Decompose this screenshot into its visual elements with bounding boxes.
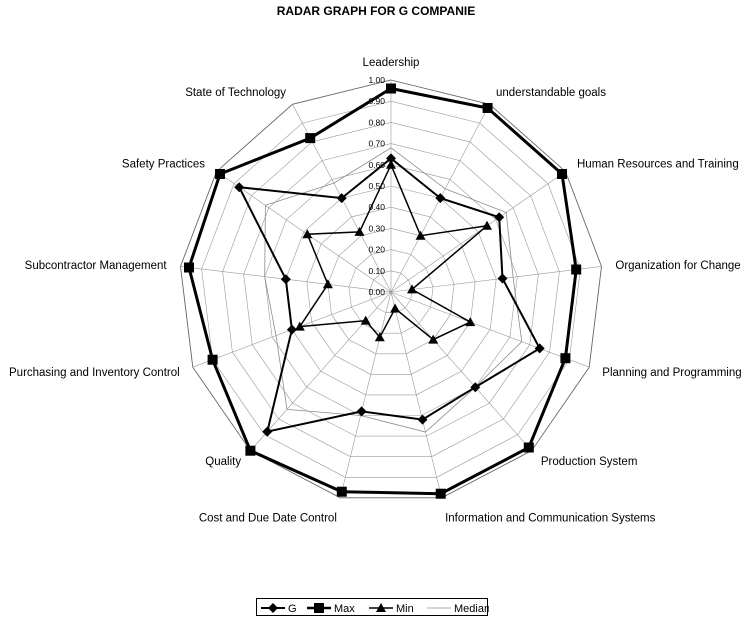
grid-spoke [250, 292, 391, 451]
legend-marker [314, 603, 324, 613]
legend-marker [268, 603, 278, 613]
radial-tick-label: 0.30 [368, 223, 385, 234]
data-point-max [305, 133, 315, 143]
grid-spoke [391, 292, 532, 451]
legend-item-g [261, 603, 297, 615]
radial-tick-label: 0.20 [368, 244, 385, 255]
chart-title: RADAR GRAPH FOR G COMPANIE [276, 4, 476, 18]
radial-tick-label: 0.70 [368, 138, 385, 149]
radial-tick-label: 0.50 [368, 181, 385, 191]
legend-entries [257, 599, 489, 617]
data-point-max [184, 263, 194, 273]
data-point-min [482, 221, 492, 230]
data-point-g [281, 274, 291, 284]
data-point-max [436, 489, 446, 499]
axis-label: understandable goals [496, 86, 606, 99]
data-point-g [418, 415, 428, 425]
data-point-min [465, 317, 475, 326]
data-point-max [245, 446, 255, 456]
axis-label: Leadership [362, 57, 420, 69]
radial-tick-label: 0.00 [368, 287, 385, 297]
series-g [234, 153, 545, 436]
axis-label: Planning and Programming [602, 367, 742, 380]
series-line-min [300, 165, 487, 340]
data-point-g [287, 325, 297, 335]
data-point-g [535, 343, 545, 353]
series-min [295, 160, 492, 344]
axis-label: Cost and Due Date Control [198, 512, 337, 525]
data-point-max [524, 443, 534, 453]
chart-legend [256, 598, 488, 616]
legend-item-max [307, 603, 355, 615]
axis-label: Human Resources and Training [577, 158, 739, 171]
radial-tick-label: 0.80 [368, 117, 385, 128]
data-point-max [215, 169, 225, 179]
legend-item-median [427, 603, 489, 615]
data-point-max [208, 355, 218, 365]
series-line-median [265, 148, 522, 432]
data-point-g [498, 274, 508, 284]
axis-label: Purchasing and Inventory Control [9, 367, 180, 380]
axis-label: State of Technology [185, 86, 286, 99]
radial-tick-label: 1.00 [368, 75, 385, 85]
radial-tick-label: 0.40 [368, 202, 385, 213]
legend-label: Max [334, 603, 355, 615]
radial-tick-label: 0.10 [368, 265, 385, 276]
radial-tick-label: 0.60 [368, 159, 385, 170]
data-point-max [386, 84, 396, 94]
data-point-max [337, 487, 347, 497]
axis-label: Organization for Change [615, 259, 741, 272]
axis-label: Subcontractor Management [24, 259, 167, 272]
data-point-g [494, 212, 504, 222]
data-point-min [390, 304, 400, 313]
data-point-max [571, 265, 581, 275]
legend-label: Min [396, 603, 414, 615]
data-point-max [560, 353, 570, 363]
legend-label: G [288, 603, 297, 615]
data-point-g [234, 182, 244, 192]
data-point-max [483, 103, 493, 113]
legend-item-min [369, 603, 414, 615]
axis-label: Information and Communication Systems [445, 512, 656, 525]
legend-label: Median [454, 603, 489, 615]
data-point-max [557, 169, 567, 179]
axis-label: Safety Practices [121, 158, 205, 171]
axis-label: Quality [205, 456, 242, 469]
axis-label: Production System [540, 456, 638, 469]
series-median [265, 148, 522, 432]
radial-tick-label: 0.90 [368, 96, 385, 107]
